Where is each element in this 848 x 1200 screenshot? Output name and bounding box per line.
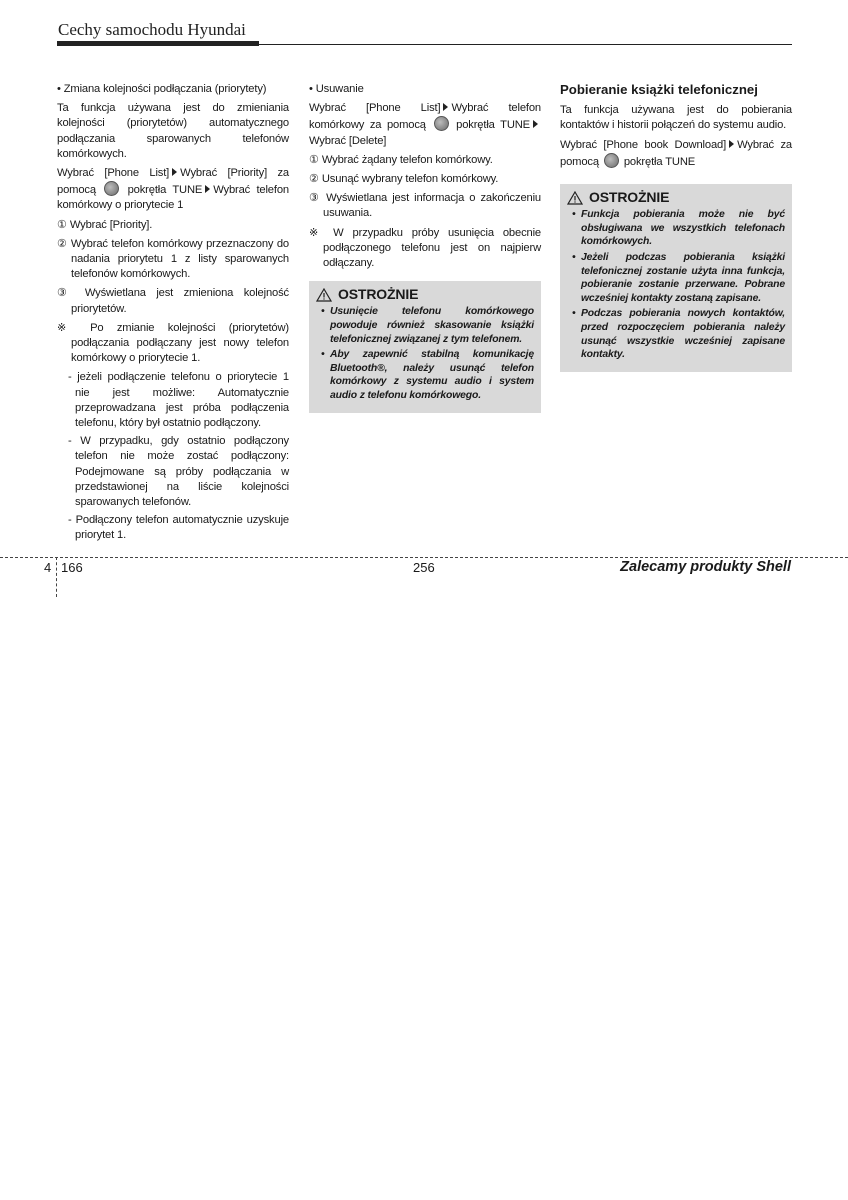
arrow-right-icon [443,103,448,111]
step-2: ② Usunąć wybrany telefon komórkowy. [309,173,499,186]
instruction [309,101,541,149]
warning-icon [316,288,332,302]
caution-box [309,281,541,412]
caution-item: • Usunięcie telefonu komórkowego powoduje również skasowanie książki telefonicznej związanej z tym telefonem. [316,305,534,346]
paragraph: Ta funkcja używana jest do pobierania kontaktów i historii połączeń do systemu audio. [560,104,792,132]
caution-list [567,208,785,362]
arrow-right-icon [172,168,177,176]
note: ※ W przypadku próby usunięcia obecnie podłączonego telefonu jest on najpierw odłączany. [309,226,541,270]
instruction-part: Wybrać [Delete] [309,134,387,147]
header-rule-thick [57,41,259,46]
caution-item: • Jeżeli podczas pobierania książki telefonicznej zostanie użyta inna funkcja, pobieranie zostanie przerwane. Pobrane wcześniej kontakty zostaną zapisane. [567,251,785,305]
instruction-part: Wybrać za pomocą [560,138,792,168]
page-number: 166 [61,560,83,575]
caution-box [560,184,792,372]
instruction-part: Wybrać [Phone book Download] [560,138,727,151]
instruction [57,166,289,214]
page-header-title: Cechy samochodu Hyundai [58,20,246,39]
note: ※ Po zmianie kolejności (priorytetów) podłączania podłączany jest nowy telefon komórkowy o priorytecie 1. [57,321,289,365]
instruction [560,138,792,170]
column-priority [57,82,289,547]
arrow-right-icon [533,120,538,128]
instruction-part: Wybrać [Phone List] [57,167,170,180]
section-title: Pobieranie książki telefonicznej [560,82,758,97]
instruction-part: pokrętła TUNE [127,184,203,197]
instruction-part: pokrętła TUNE [456,119,530,132]
tune-knob-icon [604,153,619,168]
step-3: ③ Wyświetlana jest zmieniona kolejność priorytetów. [57,287,289,315]
paragraph: Ta funkcja używana jest do zmieniania kolejności (priorytetów) automatycznego podłączania sparowanych telefonów komórkowych. [57,102,289,160]
step-1: ① Wybrać żądany telefon komórkowy. [309,153,493,166]
footer-divider-vertical [56,557,57,597]
caution-title: OSTROŻNIE [338,286,419,303]
chapter-number: 4 [44,560,52,575]
bullet-heading: • Zmiana kolejności podłączania (priorytety) [57,83,267,95]
instruction-part: Wybrać [Phone List] [309,102,441,115]
sub-item: - jeżeli podłączenie telefonu o priorytecie 1 nie jest możliwe: Automatycznie przeprowadzana jest próba podłączenia telefonu, który był ostatnio podłączony. [68,371,289,430]
arrow-right-icon [729,140,734,148]
tune-knob-icon [104,181,119,196]
instruction-part: Wybrać [Priority] za pomocą [57,167,289,197]
step-3: ③ Wyświetlana jest informacja o zakończeniu usuwania. [309,192,541,220]
column-delete [309,82,541,413]
caution-title: OSTROŻNIE [589,189,670,206]
sub-item: - Podłączony telefon automatycznie uzyskuje priorytet 1. [68,514,289,542]
bullet-heading: • Usuwanie [309,83,364,95]
column-phonebook [560,82,792,372]
sub-item: - W przypadku, gdy ostatnio podłączony telefon nie może zostać podłączony: Podejmowane są próby podłączania w przedstawionej na liście kolejności sparowanych telefonów. [68,435,289,509]
caution-list [316,305,534,402]
arrow-right-icon [205,185,210,193]
instruction-part: Wybrać telefon komórkowy o priorytecie 1 [57,184,289,212]
caution-heading [316,287,534,302]
caution-heading [567,190,785,205]
step-2: ② Wybrać telefon komórkowy przeznaczony do nadania priorytetu 1 z listy sparowanych telefonów komórkowych. [57,237,289,281]
caution-item: • Funkcja pobierania może nie być obsługiwana we wszystkich telefonach komórkowych. [567,208,785,249]
tune-knob-icon [434,116,449,131]
caution-item: • Podczas pobierania nowych kontaktów, przed rozpoczęciem pobierania należy usunąć wszystkie wcześniej zapisane kontakty. [567,307,785,361]
header-rule-thin [259,44,792,45]
footer-slogan: Zalecamy produkty Shell [620,559,791,575]
sheet-number: 256 [413,560,435,575]
instruction-part: Wybrać telefon komórkowy za pomocą [309,102,541,132]
step-1: ① Wybrać [Priority]. [57,218,153,231]
caution-item: • Aby zapewnić stabilną komunikację Bluetooth®, należy usunąć telefon komórkowy z systemu audio i system audio z telefonu komórkowego. [316,348,534,402]
warning-icon [567,191,583,205]
instruction-part: pokrętła TUNE [623,155,696,168]
footer-divider [0,557,848,558]
